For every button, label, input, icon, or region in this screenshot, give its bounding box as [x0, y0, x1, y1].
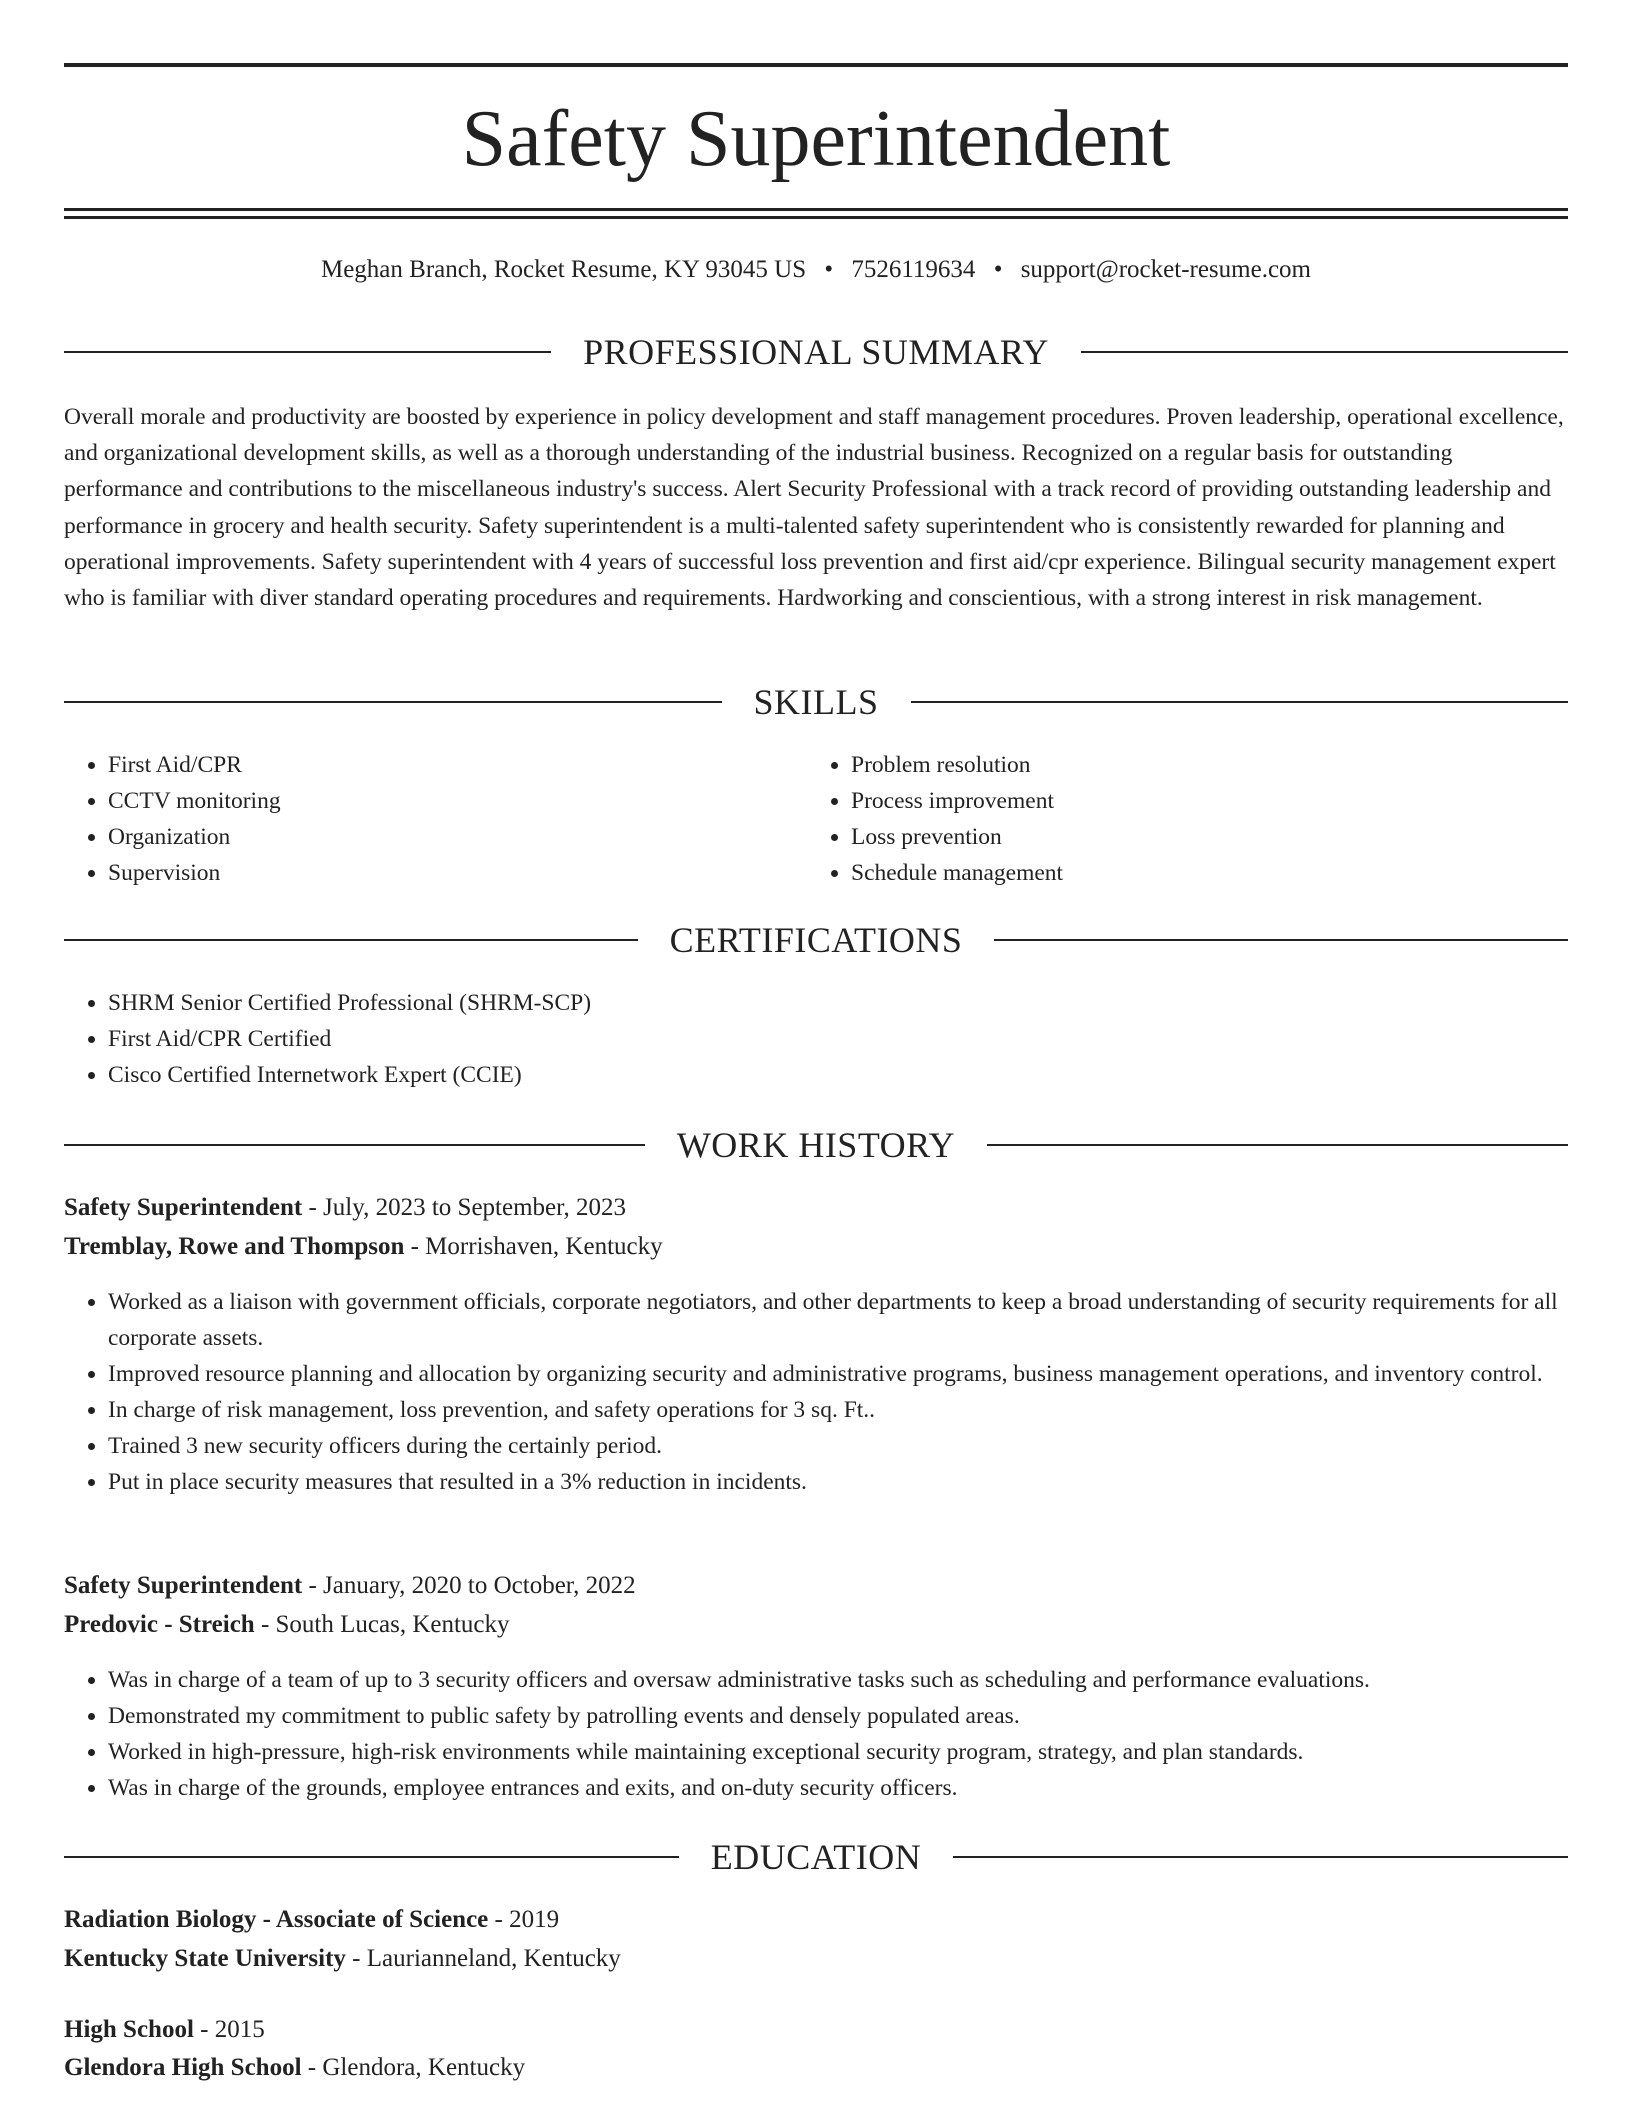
education-degree: Radiation Biology - Associate of Science	[64, 1906, 489, 1933]
education-degree-line	[64, 2012, 1568, 2048]
divider	[911, 701, 1569, 703]
skills-column-right	[807, 747, 1507, 891]
education-school-line	[64, 1941, 1568, 1977]
section-title-certifications: CERTIFICATIONS	[669, 920, 963, 960]
education-year: - 2019	[488, 1906, 560, 1933]
section-header-certifications	[64, 915, 1568, 965]
job-bullet: • Demonstrated my commitment to public safety by patrolling events and densely populated areas.	[108, 1698, 1568, 1734]
certification-item: • First Aid/CPR Certified	[108, 1021, 1568, 1057]
skill-item: • Schedule management	[851, 855, 1507, 891]
header-double-rule-bottom	[64, 216, 1568, 219]
section-title-work-history: WORK HISTORY	[676, 1125, 956, 1165]
skill-item: • Loss prevention	[851, 819, 1507, 855]
section-header-work-history	[64, 1120, 1568, 1170]
skills-list-left	[64, 747, 764, 891]
contact-line	[64, 253, 1568, 287]
divider	[64, 1144, 645, 1146]
certifications-block	[64, 985, 1568, 1093]
job-bullet: • Worked in high-pressure, high-risk environments while maintaining exceptional security program, strategy, and plan standards.	[108, 1734, 1568, 1770]
divider	[64, 701, 722, 703]
job-bullet: • Was in charge of the grounds, employee entrances and exits, and on-duty security officers.	[108, 1770, 1568, 1806]
job-bullet-list	[64, 1284, 1568, 1500]
divider	[994, 939, 1568, 941]
job-bullet: • Trained 3 new security officers during the certainly period.	[108, 1428, 1568, 1464]
job-company: Predovic - Streich	[64, 1611, 255, 1638]
contact-phone: 7526119634	[851, 256, 976, 283]
job-title-line	[64, 1568, 1568, 1604]
divider	[64, 351, 551, 353]
education-school: Glendora High School	[64, 2054, 302, 2081]
section-header-summary	[64, 327, 1568, 377]
skill-item: • Supervision	[108, 855, 764, 891]
skill-item: • First Aid/CPR	[108, 747, 764, 783]
education-degree: High School	[64, 2016, 194, 2043]
job-bullets-block	[64, 1662, 1568, 1806]
skill-item: • Process improvement	[851, 783, 1507, 819]
certifications-list	[64, 985, 1568, 1093]
job-bullet: • Put in place security measures that resulted in a 3% reduction in incidents.	[108, 1464, 1568, 1500]
job-bullet: • Improved resource planning and allocation by organizing security and administrative programs, business management operations, and inventory control.	[108, 1356, 1568, 1392]
education-location: - Laurianneland, Kentucky	[345, 1945, 621, 1972]
section-title-skills: SKILLS	[753, 682, 879, 722]
job-location: - Morrishaven, Kentucky	[404, 1233, 663, 1260]
skill-item: • Problem resolution	[851, 747, 1507, 783]
section-title-summary: PROFESSIONAL SUMMARY	[583, 332, 1049, 372]
education-degree-line	[64, 1902, 1568, 1938]
summary-text: Overall morale and productivity are boosted by experience in policy development and staff management procedures. Proven leadership, operational excellence, and organizational development skills, as well as a thorough understanding of the industrial business. Recognized on a regular basis for outstanding performance and contributions to the miscellaneous industry's success. Alert Security Professional with a track record of providing outstanding leadership and performance in grocery and health security. Safety superintendent is a multi-talented safety superintendent who is consistently rewarded for planning and operational improvements. Safety superintendent with 4 years of successful loss prevention and first aid/cpr experience. Bilingual security management expert who is familiar with diver standard operating procedures and requirements. Hardworking and conscientious, with a strong interest in risk management.	[64, 404, 1564, 612]
divider	[64, 939, 638, 941]
job-title-line	[64, 1190, 1568, 1226]
job-location: - South Lucas, Kentucky	[254, 1611, 510, 1638]
job-company: Tremblay, Rowe and Thompson	[64, 1233, 405, 1260]
job-title: Safety Superintendent	[64, 1194, 303, 1221]
divider	[987, 1144, 1568, 1146]
job-bullet: • Was in charge of a team of up to 3 security officers and oversaw administrative tasks such as scheduling and performance evaluations.	[108, 1662, 1568, 1698]
section-header-education	[64, 1832, 1568, 1882]
section-header-skills	[64, 677, 1568, 727]
skills-list-right	[807, 747, 1507, 891]
divider	[64, 1856, 679, 1858]
job-company-line	[64, 1229, 1568, 1265]
job-company-line	[64, 1607, 1568, 1643]
certification-item: • SHRM Senior Certified Professional (SHRM-SCP)	[108, 985, 1568, 1021]
job-bullet-list	[64, 1662, 1568, 1806]
skill-item: • CCTV monitoring	[108, 783, 764, 819]
header-top-rule	[64, 63, 1568, 67]
certification-item: • Cisco Certified Internetwork Expert (CCIE)	[108, 1057, 1568, 1093]
header-double-rule-top	[64, 208, 1568, 211]
job-bullet: • Worked as a liaison with government officials, corporate negotiators, and other departments to keep a broad understanding of security requirements for all corporate assets.	[108, 1284, 1568, 1356]
education-year: - 2015	[193, 2016, 265, 2043]
job-dates: - January, 2020 to October, 2022	[302, 1572, 636, 1599]
contact-address: Meghan Branch, Rocket Resume, KY 93045 US	[320, 256, 807, 283]
education-school: Kentucky State University	[64, 1945, 346, 1972]
section-title-education: EDUCATION	[710, 1837, 922, 1877]
skill-item: • Organization	[108, 819, 764, 855]
contact-email: support@rocket-resume.com	[1020, 256, 1311, 283]
resume-title: Safety Superintendent	[461, 95, 1171, 183]
education-location: - Glendora, Kentucky	[301, 2054, 526, 2081]
education-school-line	[64, 2050, 1568, 2086]
job-bullets-block	[64, 1284, 1568, 1500]
divider	[953, 1856, 1568, 1858]
contact-separator: •	[824, 256, 834, 283]
job-dates: - July, 2023 to September, 2023	[302, 1194, 626, 1221]
job-bullet: • In charge of risk management, loss prevention, and safety operations for 3 sq. Ft..	[108, 1392, 1568, 1428]
job-title: Safety Superintendent	[64, 1572, 303, 1599]
contact-separator: •	[993, 256, 1003, 283]
divider	[1081, 351, 1568, 353]
skills-column-left	[64, 747, 764, 891]
